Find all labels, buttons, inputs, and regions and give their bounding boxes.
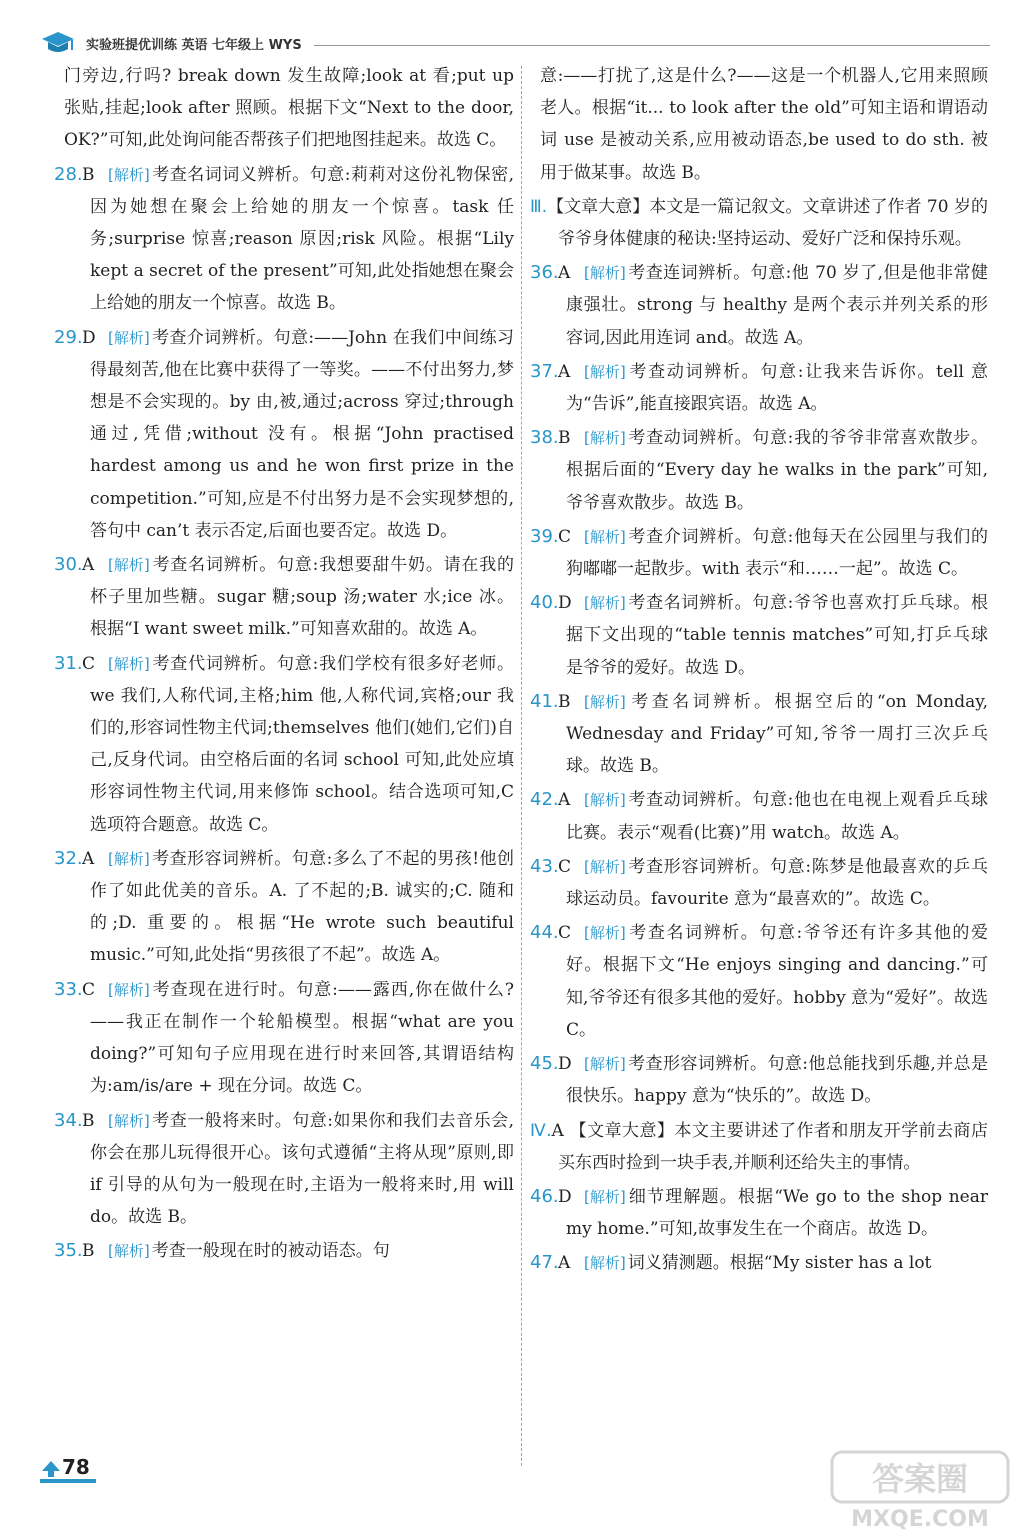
analysis-tag: [解析] <box>108 1242 150 1261</box>
answer-entry <box>54 159 514 320</box>
analysis-tag: [解析] <box>584 857 626 876</box>
answer-letter: B <box>82 1110 95 1131</box>
entry-text: 门旁边,行吗? break down 发生故障;look at 看;put up 张贴,挂起;look after 照顾。根据下文“Next to the door, OK?”可知,此处询问能否帮孩子们把地图挂起来。故选 C。 <box>64 66 514 151</box>
explanation-text: 词义猜测题。根据“My sister has a lot <box>627 1253 932 1274</box>
answer-entry <box>54 648 514 841</box>
analysis-tag: [解析] <box>108 328 150 347</box>
explanation-text: 考查介词辨析。句意:他每天在公园里与我们的狗嘟嘟一起散步。with 表示“和……一起”。故选 C。 <box>566 526 988 580</box>
answer-letter: A <box>82 848 95 869</box>
analysis-tag: [解析] <box>108 980 150 999</box>
answer-letter: A <box>558 1253 571 1274</box>
explanation-text: 考查现在进行时。句意:——露西,你在做什么?——我正在制作一个轮船模型。根据“what are you doing?”可知句子应用现在进行时来回答,其谓语结构为:am/is/are + 现在分词。故选 C。 <box>90 979 514 1097</box>
svg-text:MXQE.COM: MXQE.COM <box>851 1507 989 1532</box>
explanation-text: 考查形容词辨析。句意:他总能找到乐趣,并总是很快乐。happy 意为“快乐的”。故选 D。 <box>566 1054 988 1107</box>
section-summary <box>530 191 988 255</box>
answer-letter: A <box>558 790 571 811</box>
answer-letter: D <box>82 327 96 348</box>
analysis-tag: [解析] <box>584 594 626 613</box>
question-number: 45. <box>530 1053 559 1075</box>
answer-letter: C <box>558 856 572 877</box>
explanation-text: 考查介词辨析。句意:——John 在我们中间练习得最刻苦,他在比赛中获得了一等奖。——不付出努力,梦想是不会实现的。by 由,被,通过;across 穿过;through 通过,凭借;without 没有。根据“John practised hardest among us and he won first prize in the competition.”可知,应是不付出努力是不会实现梦想的,答句中 can’t 表示否定,后面也要否定。故选 D。 <box>90 327 514 541</box>
question-number: 29. <box>54 326 83 348</box>
analysis-tag: [解析] <box>584 527 626 546</box>
svg-text:答案圈: 答案圈 <box>871 1460 969 1498</box>
section-text: 【文章大意】本文是一篇记叙文。文章讲述了作者 70 岁的爷爷身体健康的秘诀:坚持运动、爱好广泛和保持乐观。 <box>547 196 988 250</box>
analysis-tag: [解析] <box>584 692 626 711</box>
explanation-text: 考查动词辨析。句意:他也在电视上观看乒乓球比赛。表示“观看(比赛)”用 watch。故选 A。 <box>566 790 988 843</box>
answer-entry <box>530 1247 988 1279</box>
answer-entry <box>530 257 988 354</box>
answer-entry <box>54 549 514 646</box>
explanation-text: 考查名词辨析。根据空后的“on Monday, Wednesday and Friday”可知,爷爷一周打三次乒乓球。故选 B。 <box>566 691 988 777</box>
answer-entry <box>54 322 514 547</box>
answer-entry <box>530 686 988 783</box>
continued-text <box>54 60 514 157</box>
question-number: 44. <box>530 922 559 944</box>
question-number: 36. <box>530 262 559 284</box>
explanation-text: 考查名词词义辨析。句意:莉莉对这份礼物保密,因为她想在聚会上给她的朋友一个惊喜。task 任务;surprise 惊喜;reason 原因;risk 风险。根据“Lily kept a secret of the present”可知,此处指她想在聚会上给她的朋友一个惊喜。故选 B。 <box>90 164 514 314</box>
page-number: 78 <box>40 1455 96 1483</box>
question-number: 28. <box>54 163 83 185</box>
answer-letter: A <box>82 555 95 576</box>
header-rule <box>314 45 990 46</box>
page-header <box>40 28 990 58</box>
analysis-tag: [解析] <box>584 1187 626 1206</box>
analysis-tag: [解析] <box>584 1055 626 1074</box>
analysis-tag: [解析] <box>108 556 150 575</box>
watermark-logo <box>830 1448 1010 1532</box>
answer-letter: B <box>558 691 571 712</box>
analysis-tag: [解析] <box>584 924 626 943</box>
answer-letter: B <box>82 1241 95 1262</box>
column-divider <box>521 66 522 1466</box>
answer-entry <box>54 1105 514 1234</box>
analysis-tag: [解析] <box>108 654 150 673</box>
answer-letter: D <box>558 1186 572 1207</box>
explanation-text: 细节理解题。根据“We go to the shop near my home.”可知,故事发生在一个商店。故选 D。 <box>566 1186 988 1240</box>
question-number: 31. <box>54 652 83 674</box>
explanation-text: 考查形容词辨析。句意:陈梦是他最喜欢的乒乓球运动员。favourite 意为“最喜欢的”。故选 C。 <box>566 856 988 910</box>
answer-letter: B <box>558 428 571 449</box>
question-number: 40. <box>530 592 559 614</box>
answer-entry <box>530 587 988 684</box>
entry-text: 意:——打扰了,这是什么?——这是一个机器人,它用来照顾老人。根据“it... to look after the old”可知主语和谓语动词 use 是被动关系,应用被动语态,be used to do sth. 被用于做某事。故选 B。 <box>540 66 988 183</box>
analysis-tag: [解析] <box>108 165 150 184</box>
explanation-text: 考查代词辨析。句意:我们学校有很多好老师。we 我们,人称代词,主格;him 他,人称代词,宾格;our 我们的,形容词性物主代词;themselves 他们(她们,它们)自己,反身代词。由空格后面的名词 school 可知,此处应填形容词性物主代词,用来修饰 school。结合选项可知,C 选项符合题意。故选 C。 <box>90 653 514 835</box>
answer-letter: D <box>558 1054 572 1075</box>
answer-entry <box>54 974 514 1103</box>
answer-entry <box>530 917 988 1046</box>
explanation-text: 考查动词辨析。句意:让我来告诉你。tell 意为“告诉”,能直接跟宾语。故选 A。 <box>566 361 988 415</box>
analysis-tag: [解析] <box>584 264 626 283</box>
answer-letter: C <box>82 979 96 1000</box>
answer-letter: D <box>558 593 572 614</box>
answer-letter: A <box>558 361 571 382</box>
page-arrow-icon <box>40 1457 62 1479</box>
answer-entry <box>530 1048 988 1112</box>
analysis-tag: [解析] <box>584 791 626 810</box>
answer-entry <box>54 1235 514 1267</box>
answer-letter: C <box>558 526 572 547</box>
explanation-text: 考查形容词辨析。句意:多么了不起的男孩!他创作了如此优美的音乐。A. 了不起的;B. 诚实的;C. 随和的;D. 重要的。根据“He wrote such beautiful music.”可知,此处指“男孩很了不起”。故选 A。 <box>90 848 514 966</box>
left-column <box>54 60 514 1270</box>
answer-letter: C <box>558 923 572 944</box>
question-number: 35. <box>54 1240 83 1262</box>
question-number: 34. <box>54 1109 83 1131</box>
book-title: 实验班提优训练 英语 七年级上 WYS <box>86 37 302 53</box>
section-numeral: Ⅳ. <box>530 1120 552 1141</box>
explanation-text: 考查名词辨析。句意:我想要甜牛奶。请在我的杯子里加些糖。sugar 糖;soup 汤;water 水;ice 冰。根据“I want sweet milk.”可知喜欢甜的。故选 A。 <box>90 555 514 640</box>
explanation-text: 考查名词辨析。句意:爷爷也喜欢打乒乓球。根据下文出现的“table tennis matches”可知,打乒乓球是爷爷的爱好。故选 D。 <box>566 593 988 678</box>
answer-entry <box>530 521 988 585</box>
explanation-text: 考查一般现在时的被动语态。句 <box>151 1241 390 1262</box>
question-number: 32. <box>54 847 83 869</box>
answer-letter: C <box>82 653 96 674</box>
question-number: 47. <box>530 1252 559 1274</box>
section-numeral: Ⅲ. <box>530 196 548 217</box>
answer-entry <box>54 843 514 972</box>
question-number: 38. <box>530 427 559 449</box>
question-number: 33. <box>54 978 83 1000</box>
explanation-text: 考查一般将来时。句意:如果你和我们去音乐会,你会在那儿玩得很开心。该句式遵循“主将从现”原则,即 if 引导的从句为一般现在时,主语为一般将来时,用 will do。故选 B。 <box>90 1110 514 1228</box>
question-number: 46. <box>530 1185 559 1207</box>
right-column <box>530 60 988 1282</box>
section-summary <box>530 1115 988 1179</box>
section-text: A 【文章大意】本文主要讲述了作者和朋友开学前去商店买东西时捡到一块手表,并顺利还给失主的事情。 <box>551 1120 988 1173</box>
explanation-text: 考查名词辨析。句意:爷爷还有许多其他的爱好。根据下文“He enjoys singing and dancing.”可知,爷爷还有很多其他的爱好。hobby 意为“爱好”。故选 C。 <box>566 923 988 1040</box>
answer-letter: B <box>82 164 95 185</box>
question-number: 37. <box>530 360 559 382</box>
question-number: 30. <box>54 554 83 576</box>
answer-entry <box>530 422 988 519</box>
continued-text <box>530 60 988 189</box>
question-number: 42. <box>530 789 559 811</box>
question-number: 41. <box>530 690 559 712</box>
analysis-tag: [解析] <box>584 1254 626 1273</box>
analysis-tag: [解析] <box>584 362 626 381</box>
answer-entry <box>530 1181 988 1245</box>
explanation-text: 考查连词辨析。句意:他 70 岁了,但是他非常健康强壮。strong 与 healthy 是两个表示并列关系的形容词,因此用连词 and。故选 A。 <box>566 263 988 348</box>
graduation-cap-icon <box>40 30 76 56</box>
answer-entry <box>530 784 988 848</box>
analysis-tag: [解析] <box>108 849 150 868</box>
question-number: 39. <box>530 525 559 547</box>
answer-letter: A <box>558 263 571 284</box>
analysis-tag: [解析] <box>108 1111 150 1130</box>
analysis-tag: [解析] <box>584 429 626 448</box>
answer-entry <box>530 851 988 915</box>
explanation-text: 考查动词辨析。句意:我的爷爷非常喜欢散步。根据后面的“Every day he walks in the park”可知,爷爷喜欢散步。故选 B。 <box>566 428 988 513</box>
answer-entry <box>530 356 988 420</box>
question-number: 43. <box>530 855 559 877</box>
page-number-box <box>40 1455 96 1483</box>
